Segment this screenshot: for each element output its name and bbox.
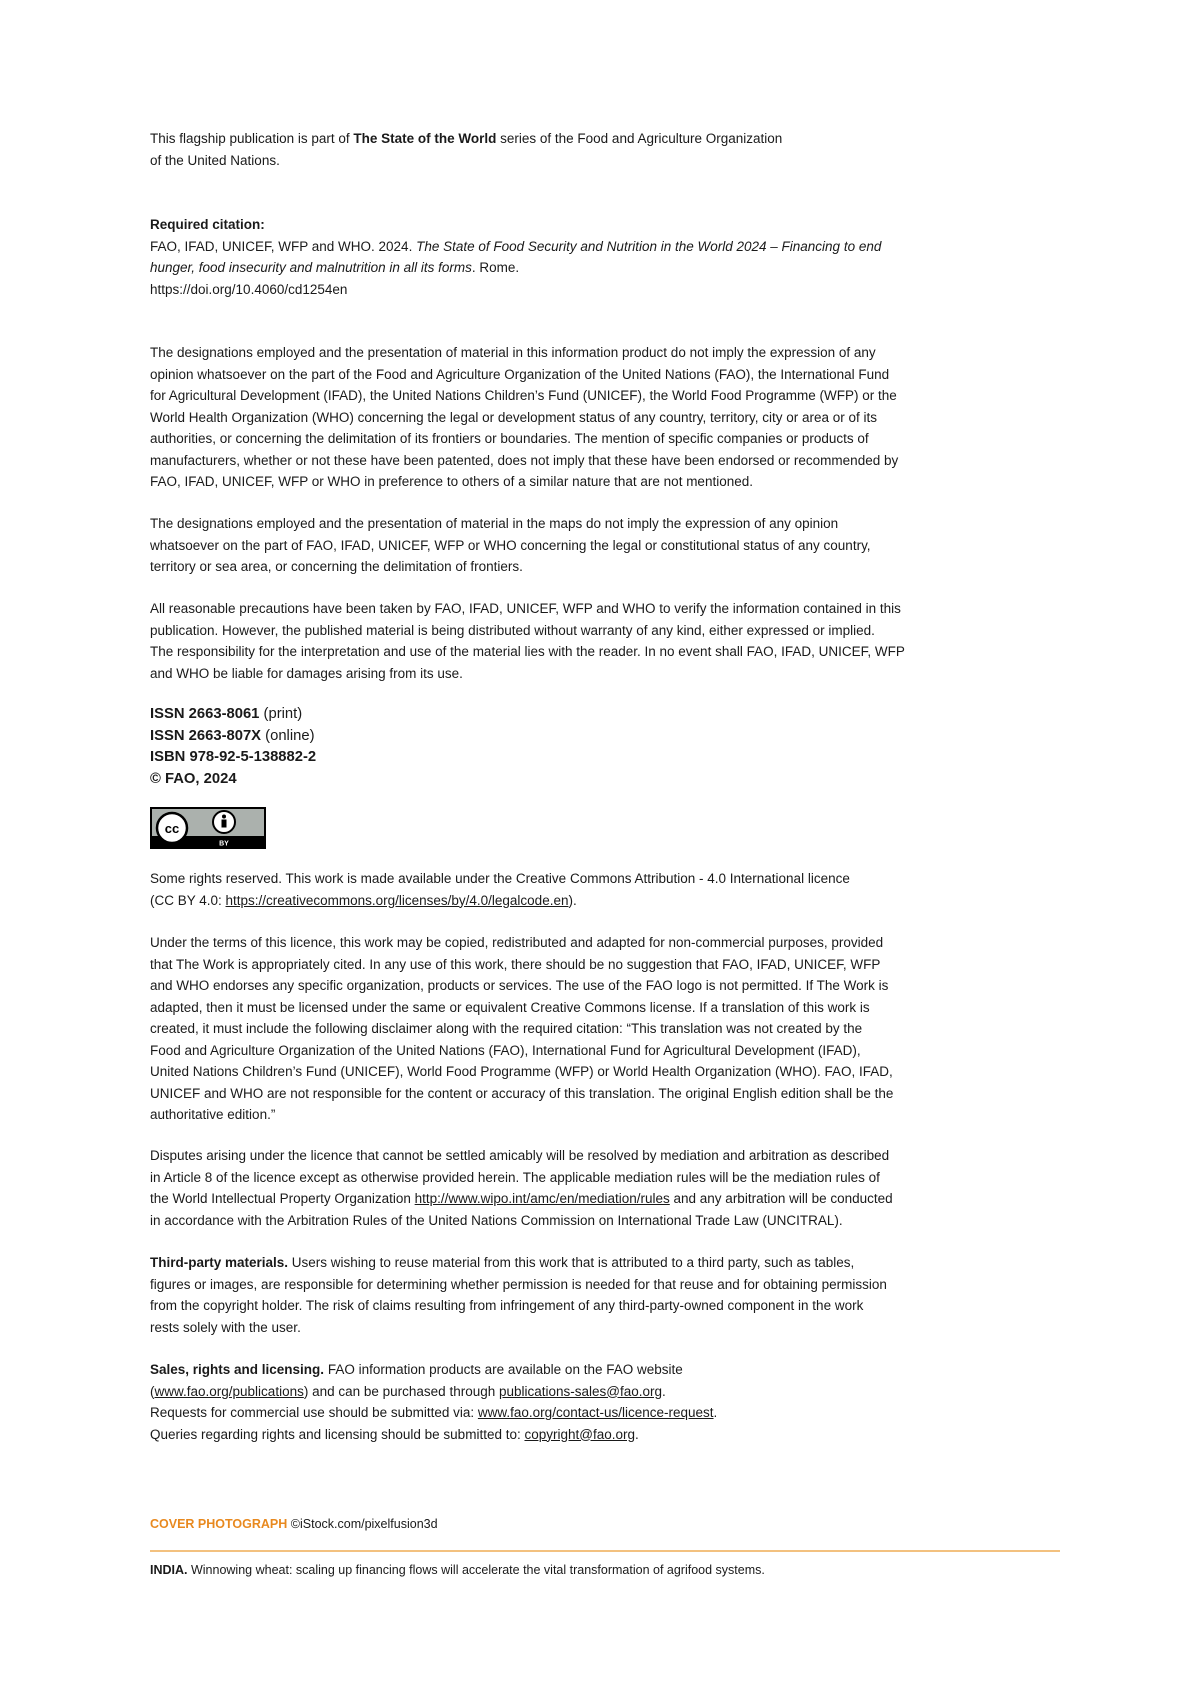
caption-country: INDIA. [150, 1563, 188, 1577]
rights-paragraph [150, 868, 990, 911]
paragraph-line: Disputes arising under the licence that cannot be settled amicably will be resolved by mediation and arbitration as described [150, 1148, 890, 1163]
caption-text: Winnowing wheat: scaling up financing flows will accelerate the vital transformation of agrifood systems. [187, 1563, 765, 1577]
issn-note: (print) [259, 706, 303, 722]
cc-by-icon [150, 807, 266, 849]
citation-authors: FAO, IFAD, UNICEF, WFP and WHO. 2024. [150, 238, 417, 254]
paragraph-line: territory or sea area, or concerning the delimitation of frontiers. [150, 559, 523, 574]
licence-terms-paragraph [150, 932, 990, 1126]
paragraph-line: Under the terms of this licence, this work may be copied, redistributed and adapted for non-commercial purposes, provided [150, 935, 884, 950]
paragraph-line: authoritative edition.” [150, 1107, 276, 1122]
citation-place: . Rome. [471, 260, 520, 275]
copyright-line: © FAO, 2024 [150, 770, 237, 787]
paragraph-line: ( [150, 1383, 155, 1399]
rights-text: Some rights reserved. This work is made available under the Creative Commons Attribution - 4.0 International licence [150, 871, 850, 886]
paragraph-line: . [713, 1405, 718, 1420]
sales-paragraph [150, 1359, 990, 1445]
intro-paragraph [150, 128, 990, 171]
isbn-block [150, 704, 990, 790]
divider [150, 1550, 1060, 1552]
isbn-number: ISBN 978-92-5-138882-2 [150, 749, 317, 765]
publications-sales-email-link[interactable]: publications-sales@fao.org [498, 1383, 663, 1399]
paragraph-line: ) and can be purchased through [303, 1383, 499, 1399]
copyright-email-link[interactable]: copyright@fao.org [524, 1426, 635, 1442]
intro-text: This flagship publication is part of [150, 131, 354, 146]
paragraph-line: manufacturers, whether or not these have been patented, does not imply that these have been endorsed or recommended by [150, 452, 899, 468]
disclaimer-maps [150, 513, 990, 578]
citation-block [150, 214, 990, 300]
intro-text: series of the Food and Agriculture Organization [496, 131, 783, 146]
rights-text: (CC BY 4.0: [150, 892, 226, 908]
disclaimer-information-product [150, 342, 990, 493]
paragraph-line: FAO information products are available on the FAO website [324, 1362, 683, 1377]
paragraph-line: and any arbitration will be conducted [669, 1191, 893, 1206]
paragraph-line: authorities, or concerning the delimitation of its frontiers or boundaries. The mention of specific companies or products of [150, 431, 869, 446]
paragraph-line: from the copyright holder. The risk of claims resulting from infringement of any third-party-owned component in the work [150, 1298, 864, 1313]
paragraph-line: Food and Agriculture Organization of the United Nations (FAO), International Fund for Agricultural Development (IFAD), [150, 1042, 861, 1058]
paragraph-line: in accordance with the Arbitration Rules of the United Nations Commission on International Trade Law (UNCITRAL). [150, 1212, 843, 1228]
disclaimer-precautions [150, 598, 990, 684]
cc-by-label: BY [219, 840, 229, 848]
cover-photo-label: COVER PHOTOGRAPH [150, 1517, 288, 1531]
paragraph-line: for Agricultural Development (IFAD), the United Nations Children’s Fund (UNICEF), the World Food Programme (WFP) or the [150, 388, 897, 403]
paragraph-line: created, it must include the following disclaimer along with the required citation: “This translation was not created by the [150, 1021, 863, 1036]
cover-caption [150, 1560, 1050, 1582]
citation-title: hunger, food insecurity and malnutrition in all its forms [150, 260, 472, 275]
paragraph-line: Users wishing to reuse material from this work that is attributed to a third party, such as tables, [288, 1255, 855, 1270]
paragraph-line: . [662, 1383, 666, 1399]
paragraph-line: whatsoever on the part of FAO, IFAD, UNICEF, WFP or WHO concerning the legal or constitutional status of any country, [150, 537, 871, 553]
paragraph-line: rests solely with the user. [150, 1319, 301, 1335]
sales-label: Sales, rights and licensing. [150, 1362, 325, 1377]
paragraph-line: Requests for commercial use should be submitted via: [150, 1405, 478, 1420]
series-name: The State of the World [353, 131, 497, 146]
paragraph-line: in Article 8 of the licence except as otherwise provided herein. The applicable mediation rules will be the mediation rules of [150, 1169, 880, 1185]
third-party-label: Third-party materials. [150, 1255, 289, 1270]
paragraph-line: adapted, then it must be licensed under the same or equivalent Creative Commons license. If a translation of this work is [150, 999, 870, 1015]
paragraph-line: figures or images, are responsible for determining whether permission is needed for that reuse and for obtaining permission [150, 1276, 887, 1292]
intro-text: of the United Nations. [150, 152, 280, 168]
fao-publications-link[interactable]: www.fao.org/publications [154, 1383, 304, 1399]
third-party-paragraph [150, 1252, 990, 1338]
svg-text:cc: cc [164, 821, 180, 836]
paragraph-line: FAO, IFAD, UNICEF, WFP or WHO in preference to others of a similar nature that are not mentioned. [150, 474, 753, 489]
paragraph-line: The responsibility for the interpretation and use of the material lies with the reader. In no event shall FAO, IFAD, UNICEF, WFP [150, 644, 905, 659]
disputes-paragraph [150, 1145, 990, 1231]
paragraph-line: and WHO be liable for damages arising from its use. [150, 665, 463, 681]
licence-request-link[interactable]: www.fao.org/contact-us/licence-request [477, 1405, 714, 1420]
rights-text: ). [568, 892, 577, 908]
paragraph-line: UNICEF and WHO are not responsible for the content or accuracy of this translation. The original English edition shall be the [150, 1085, 894, 1101]
citation-doi: https://doi.org/10.4060/cd1254en [150, 281, 348, 297]
wipo-mediation-link[interactable]: http://www.wipo.int/amc/en/mediation/rules [414, 1191, 670, 1206]
issn-print: ISSN 2663-8061 [150, 706, 260, 722]
paragraph-line: publication. However, the published material is being distributed without warranty of any kind, either expressed or implied. [150, 622, 875, 638]
licence-link[interactable]: https://creativecommons.org/licenses/by/4.0/legalcode.en [225, 892, 569, 908]
paragraph-line: the World Intellectual Property Organization [150, 1191, 415, 1206]
paragraph-line: opinion whatsoever on the part of the Food and Agriculture Organization of the United Nations (FAO), the International Fund [150, 366, 890, 382]
paragraph-line: . [634, 1426, 639, 1442]
paragraph-line: The designations employed and the presentation of material in the maps do not imply the expression of any opinion [150, 516, 839, 531]
cover-photo-source: ©iStock.com/pixelfusion3d [287, 1517, 438, 1531]
paragraph-line: All reasonable precautions have been taken by FAO, IFAD, UNICEF, WFP and WHO to verify the information contained in this [150, 601, 901, 616]
issn-online: ISSN 2663-807X [150, 727, 262, 744]
citation-label: Required citation: [150, 217, 265, 232]
paragraph-line: and WHO endorses any specific organization, products or services. The use of the FAO logo is not permitted. If The Work is [150, 978, 889, 993]
paragraph-line: United Nations Children’s Fund (UNICEF), World Food Programme (WFP) or World Health Organization (WHO). FAO, IFAD, [150, 1064, 893, 1079]
cover-photo-credit [150, 1514, 990, 1536]
paragraph-line: The designations employed and the presentation of material in this information product do not imply the expression of any [150, 345, 876, 360]
citation-title: The State of Food Security and Nutrition in the World 2024 – Financing to end [416, 238, 882, 254]
paragraph-line: Queries regarding rights and licensing should be submitted to: [150, 1426, 525, 1442]
paragraph-line: that The Work is appropriately cited. In any use of this work, there should be no suggestion that FAO, IFAD, UNICEF, WFP [150, 956, 881, 972]
paragraph-line: World Health Organization (WHO) concerning the legal or development status of any country, territory, city or area or of its [150, 409, 878, 425]
issn-note: (online) [261, 727, 315, 744]
